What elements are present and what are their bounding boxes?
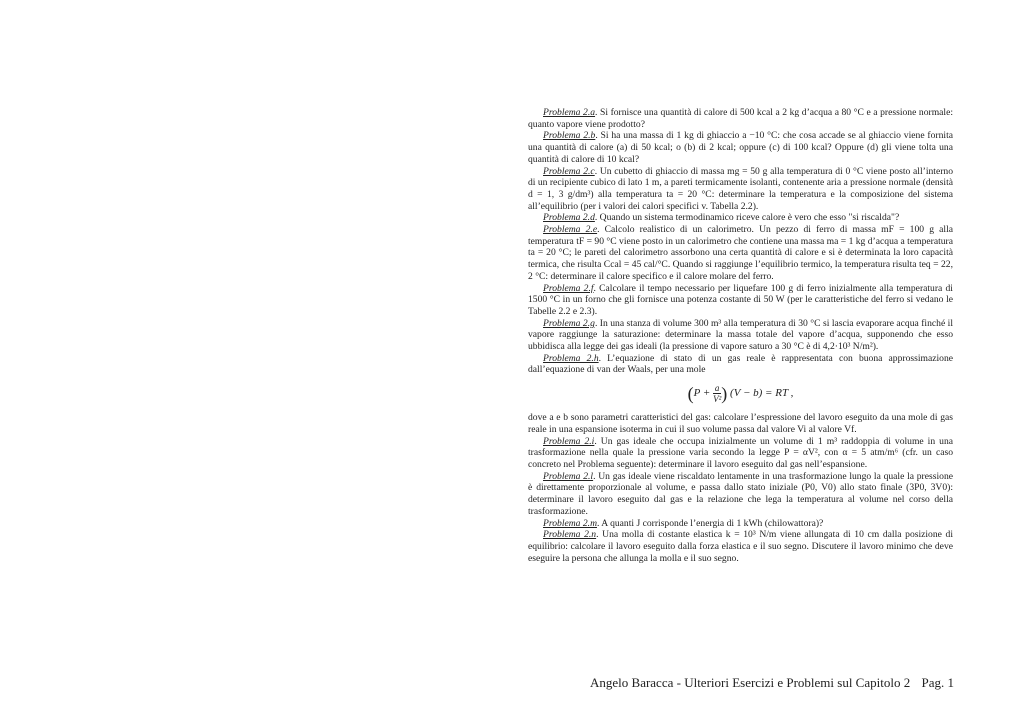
problem-label: Problema 2.c [543,165,595,177]
problem-label: Problema 2.l [543,470,594,482]
formula-right: (V − b) = RT , [730,387,794,400]
problem-body: . Quando un sistema termodinamico riceve calore è vero che esso "si riscalda"? [594,212,900,224]
formula-paren-close: ) [721,383,728,404]
problem-body: . Calcolare il tempo necessario per liquefare 100 g di ferro inizialmente alla temperatura di 1500 °C in un forno che gli fornisce una potenza costante di 50 W (per le caratteristiche del ferro si vedano le Tabelle 2.2 e 2.3). [528,282,953,317]
formula-left: P + [693,387,711,400]
after-formula-text: dove a e b sono parametri caratteristici del gas: calcolare l’espressione del lavoro eseguito da una mole di gas reale in una espansione isoterma in cui il suo volume passa dal valore Vi al valore Vf. [528,412,953,435]
problem-label: Problema 2.m [543,517,598,529]
page-number: Pag. 1 [921,675,954,690]
problem-label: Problema 2.i [543,435,595,447]
problem-body: . In una stanza di volume 300 m³ alla temperatura di 30 °C si lascia evaporare acqua finché il vapore raggiunge la saturazione: determinare la massa totale del vapore d’acqua, supponendo che esso ubbidisca alla legge dei gas ideali (la pressione di vapore saturo a 30 °C è di 4,2·10³ N/m²). [528,317,953,353]
problem-body: . A quanti J corrisponde l’energia di 1 kWh (chilowattora)? [597,517,824,529]
problem-label: Problema 2.a [543,107,596,118]
problem-label: Problema 2.h [543,352,599,364]
problem-body: . Un gas ideale che occupa inizialmente un volume di 1 m³ raddoppia di volume in una trasformazione nella quale la pressione varia secondo la legge P = αV², con α = 5 atm/m⁶ (cfr. un caso concreto nel Problema seguente): determinare il lavoro eseguito dal gas nell’espansione. [528,435,954,470]
problem-label: Problema 2.n [543,529,597,541]
problem-label: Problema 2.e [543,224,598,236]
footer-author-title: Angelo Baracca - Ulteriori Esercizi e Problemi sul Capitolo 2 [590,675,911,690]
formula-paren-open: ( [687,383,694,404]
problem-body: . Calcolo realistico di un calorimetro. Un pezzo di ferro di massa mF = 100 g alla temperatura tF = 90 °C viene posto in un calorimetro che contiene una massa ma = 1 kg d’acqua a temperatura ta = 20 °C; le pareti del calorimetro assorbono una certa quantità di calore e si è determinata la loro capacità termica, che risulta Ccal = 45 cal/°C. Quando si raggiunge l’equilibrio termico, la temperatura risulta teq = 22, 2 °C: determinare il calore specifico e il calore molare del ferro. [528,224,953,282]
problem-body: . Si fornisce una quantità di calore di 500 kcal a 2 kg d’acqua a 80 °C e a pressione normale: quanto vapore viene prodotto? [528,107,953,130]
problem-body: . Un gas ideale viene riscaldato lentamente in una trasformazione lungo la quale la pressione è direttamente proporzionale al volume, e passa dallo stato iniziale (P0, V0) allo stato finale (3P0, 3V0): determinare il lavoro eseguito dal gas e la relazione che lega la temperatura al volume nel corso della trasformazione. [528,470,953,517]
problem-2i [528,436,953,471]
problem-text-column [528,107,953,564]
problem-body: . Si ha una massa di 1 kg di ghiaccio a −10 °C: che cosa accade se al ghiaccio viene fornita una quantità di calore (a) di 50 kcal; o (b) di 2 kcal; oppure (c) di 100 kcal? Oppure (d) gli viene tolta una quantità di calore di 10 kcal? [528,130,953,165]
problem-2h [528,353,953,376]
problem-2b [528,130,953,165]
problem-2f [528,283,953,318]
problem-body: . Una molla di costante elastica k = 10³ N/m viene allungata di 10 cm dalla posizione di equilibrio: calcolare il lavoro eseguito dalla forza elastica e il suo segno. Discutere il lavoro minimo che deve eseguire la persona che allunga la molla e il suo segno. [528,529,954,564]
problem-label: Problema 2.b [543,130,596,142]
formula-denominator: V² [713,394,722,405]
problem-2n [528,529,953,564]
formula-numerator: a [714,383,720,394]
problem-2l [528,471,953,518]
problem-2d [528,212,953,224]
problem-2g [528,318,953,353]
problem-2a [528,107,953,130]
problem-label: Problema 2.f [543,282,594,294]
problem-body: . Un cubetto di ghiaccio di massa mg = 50 g alla temperatura di 0 °C viene posto all’interno di un recipiente cubico di lato 1 m, a pareti termicamente isolanti, contenente aria a pressione normale (densità d = 1, 3 g/dm³) alla temperatura ta = 20 °C: determinare la temperatura e la composizione del sistema all’equilibrio (per i valori dei calori specifici v. Tabella 2.2). [528,165,953,212]
problem-2e [528,224,953,283]
problem-label: Problema 2.g [543,317,595,329]
problem-2m [528,518,953,530]
problem-body: . L’equazione di stato di un gas reale è rappresentata con buona approssimazione dall’equazione di van der Waals, per una mole [528,352,954,376]
van-der-waals-formula [528,383,953,404]
problem-2c [528,166,953,213]
problem-label: Problema 2.d [543,212,595,224]
